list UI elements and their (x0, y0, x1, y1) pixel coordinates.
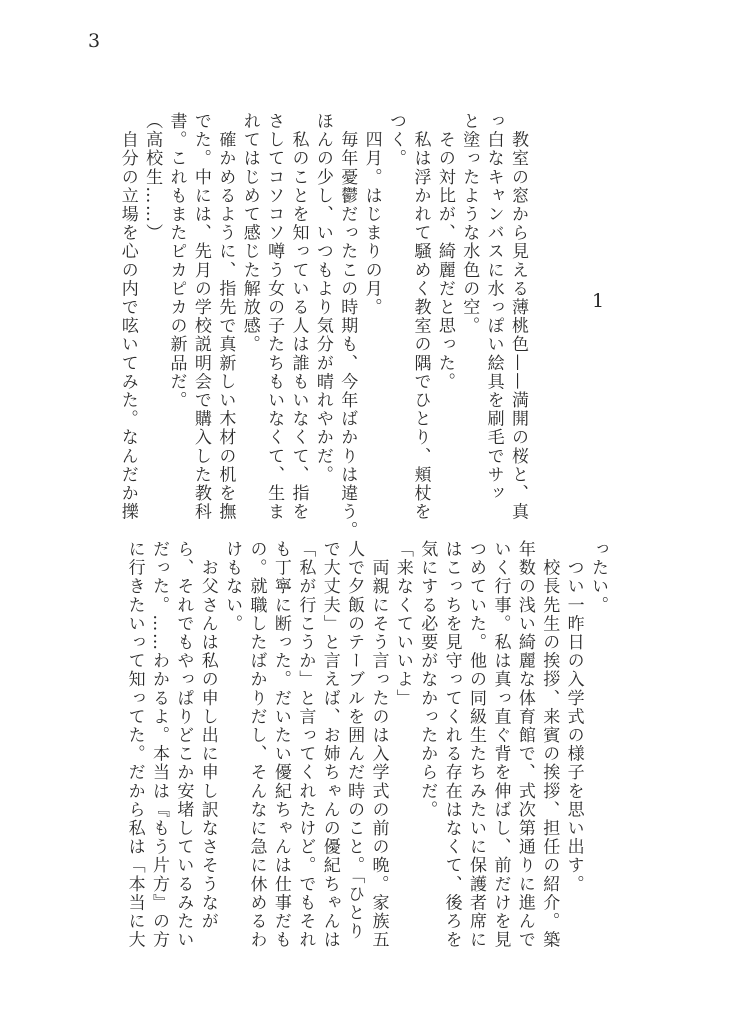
text-column: 気にする必要がなかったからだ。 (417, 540, 438, 819)
text-column: だった。……わかるよ。本当は『もう片方』の方 (148, 540, 169, 950)
text-column: いく行事。私は真っ直ぐ背を伸ばし、前だけを見 (490, 540, 511, 950)
chapter-number: 1 (592, 290, 605, 312)
text-column: でた。中には、先月の学校説明会で購入した教科 (190, 112, 211, 522)
text-column: 「来なくていいよ」 (392, 540, 413, 708)
text-column: 校長先生の挨拶、来賓の挨拶、担任の紹介。築 (539, 540, 560, 950)
text-column: けもない。 (222, 540, 243, 633)
text-column: つい一昨日の入学式の様子を思い出す。 (563, 540, 584, 894)
text-column: れてはじめて感じた解放感。 (239, 112, 260, 354)
text-column: の。就職したばかりだし、そんなに急に休めるわ (246, 540, 267, 950)
text-column: 人で夕飯のテーブルを囲んだ時のこと。「ひとり (344, 540, 365, 941)
text-column: 私のことを知っている人は誰もいなくて、指を (288, 112, 309, 522)
text-column: 書。これもまたピカピカの新品だ。 (166, 112, 187, 410)
text-column: お父さんは私の申し出に申し訳なさそうなが (197, 540, 218, 931)
text-column: （高校生……） (142, 112, 163, 243)
text-column: 両親にそう言ったのは入学式の前の晩。家族五 (368, 540, 389, 950)
text-column: も丁寧に断った。だいたい優紀ちゃんは仕事だも (270, 540, 291, 950)
text-column: ほんの少し、いつもより気分が晴れやかだ。 (312, 112, 333, 484)
text-column: と塗ったような水色の空。 (459, 112, 480, 336)
text-column: その対比が、綺麗だと思った。 (434, 112, 455, 391)
text-column: 四月。はじまりの月。 (361, 112, 382, 317)
text-column: 「私が行こうか」と言ってくれたけど。でもそれ (295, 540, 316, 950)
text-column: ら、それでもやっぱりどこか安堵しているみたい (173, 540, 194, 950)
text-column: つく。 (386, 112, 407, 168)
top-tier-text (115, 112, 530, 540)
text-column: で大丈夫」と言えば、お姉ちゃんの優紀ちゃんは (319, 540, 340, 950)
text-column: 私は浮かれて騒めく教室の隅でひとり、頬杖を (410, 112, 431, 522)
text-column: ったい。 (588, 540, 608, 615)
text-column: 確かめるように、指先で真新しい木材の机を撫 (215, 112, 236, 522)
text-column: 自分の立場を心の内で呟いてみた。なんだか擽 (117, 112, 138, 522)
page-number: 3 (88, 30, 101, 52)
text-column: に行きたいって知ってた。だから私は「本当に大 (124, 540, 145, 950)
text-column: 教室の窓から見える薄桃色——満開の桜と、真 (508, 112, 528, 522)
text-column: さしてコソコソ噂う女の子たちもいなくて、生ま (264, 112, 285, 522)
text-column: つめていた。他の同級生たちみたいに保護者席に (466, 540, 487, 950)
text-column: っ白なキャンバスに水っぽい絵具を刷毛でサッ (483, 112, 504, 503)
text-column: はこっちを見守ってくれる存在はなくて、後ろを (441, 540, 462, 950)
bottom-tier-text (122, 540, 610, 950)
text-column: 年数の浅い綺麗な体育館で、式次第通りに進んで (514, 540, 535, 950)
text-column: 毎年憂鬱だったこの時期も、今年ばかりは違う。 (337, 112, 358, 540)
